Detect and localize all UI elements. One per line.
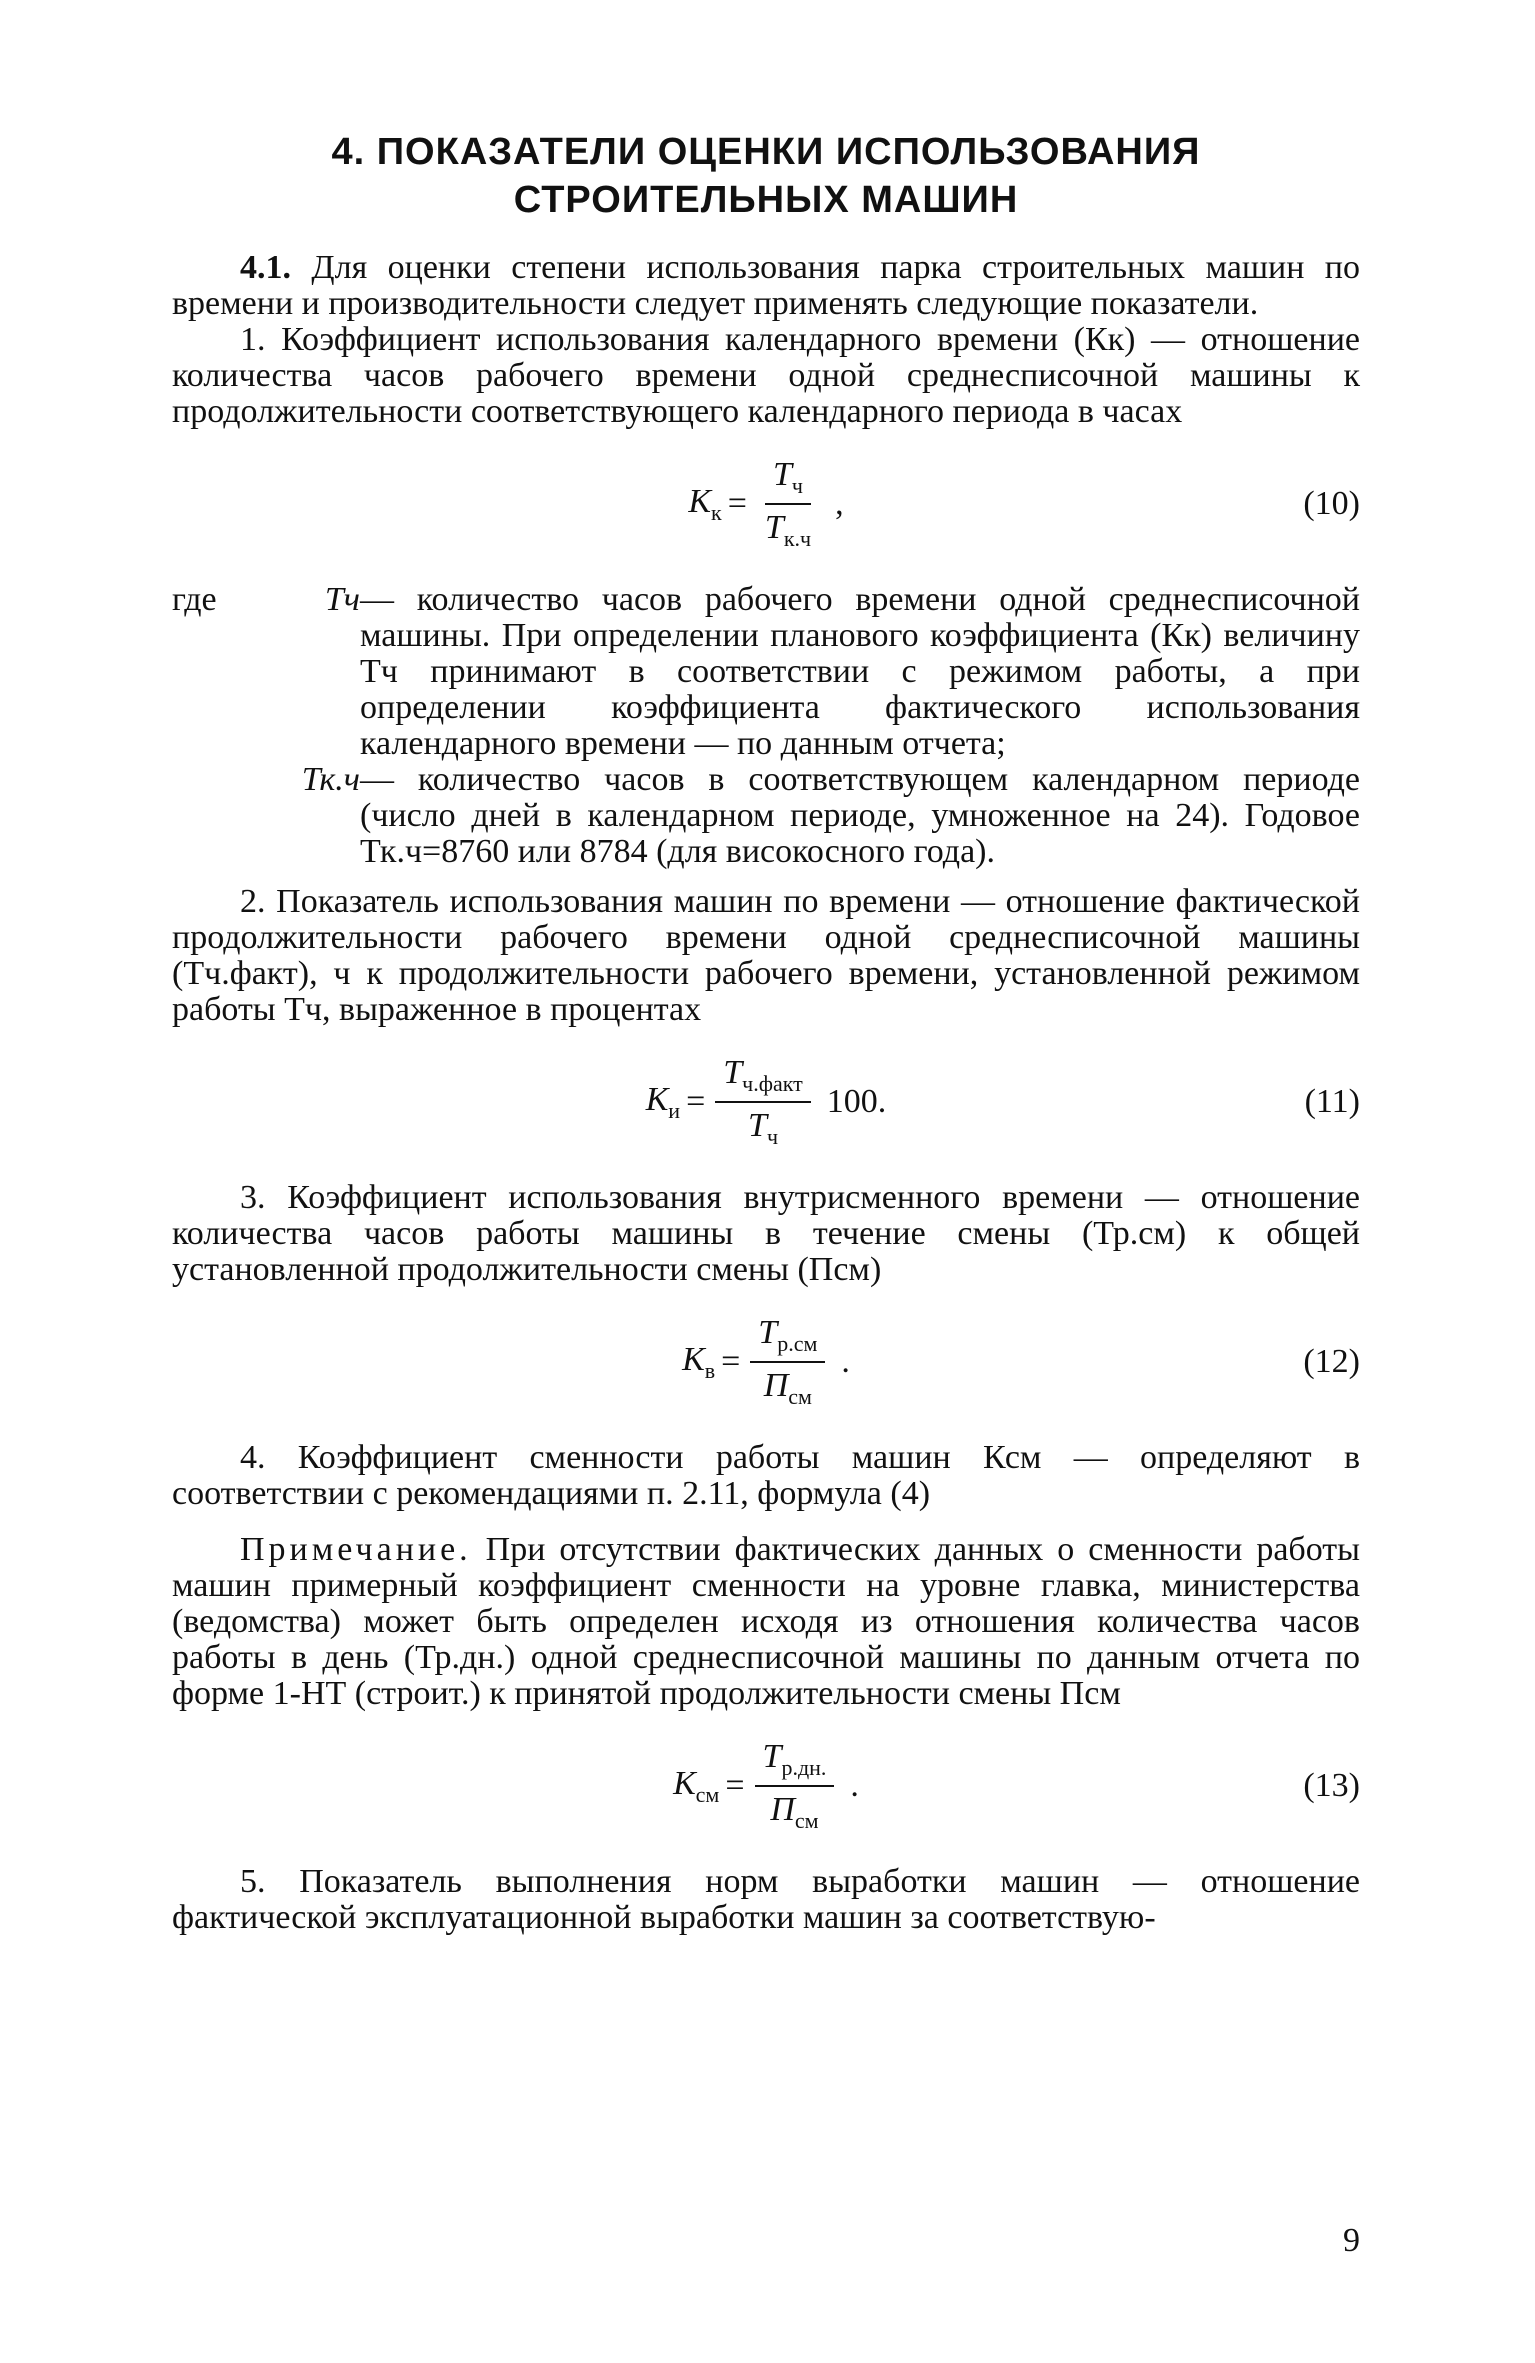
note-paragraph	[172, 1532, 1360, 1712]
fraction	[757, 456, 819, 552]
where-symbol: Тк.ч	[301, 761, 360, 798]
document-page	[172, 128, 1360, 1936]
title-line-2: СТРОИТЕЛЬНЫХ МАШИН	[513, 179, 1019, 221]
formula-expression	[172, 444, 1360, 564]
formula-lhs: $К_и$	[645, 1080, 681, 1123]
formula-lhs: $К_{см}$	[673, 1764, 720, 1807]
fraction	[750, 1314, 825, 1410]
paragraph-item-4: 4. Коэффициент сменности работы машин Ксм — определяют в соответствии с рекомендациями п. 2.11, формула (4)	[172, 1439, 1360, 1512]
formula-tail: ,	[835, 485, 844, 522]
equation-number: (13)	[1303, 1767, 1360, 1804]
note-text: При отсутствии фактических данных о сменности работы машин примерный коэффициент сменности на уровне главка, министерства (ведомства) может быть определен исходя из отношения количества часов работы в день (Тр.дн.) одной среднесписочной машины по данным отчета по форме 1-НТ (строит.) к принятой продолжительности смены Псм	[172, 1531, 1360, 1712]
equation-number: (10)	[1303, 485, 1360, 522]
paragraph-4-1	[172, 250, 1360, 322]
paragraph-item-3: 3. Коэффициент использования внутрисменного времени — отношение количества часов работы машины в течение смены (Тр.см) к общей установленной продолжительности смены (Пcм)	[172, 1179, 1360, 1288]
equals-sign: =	[686, 1083, 706, 1120]
formula-11	[172, 1042, 1360, 1162]
where-text: — количество часов в соответствующем календарном периоде (число дней в календарном периоде, умноженное на 24). Годовое Тк.ч=8760 или 8784 (для високосного года).	[360, 761, 1360, 870]
where-label: где	[172, 581, 217, 618]
paragraph-item-1: 1. Коэффициент использования календарного времени (Кк) — отношение количества часов рабочего времени одной среднесписочной машины к продолжительности соответствующего календарного периода в часах	[172, 321, 1360, 430]
formula-tail: .	[850, 1767, 859, 1804]
numerator: $Т_{р.см}$	[750, 1314, 825, 1363]
paragraph-item-2: 2. Показатель использования машин по времени — отношение фактической продолжительности рабочего времени одной среднесписочной машины (Тч.факт), ч к продолжительности рабочего времени, установленной режимом работы Тч, выраженное в процентах	[172, 883, 1360, 1028]
numerator: $Т_ч$	[765, 456, 811, 505]
paragraph-text: Для оценки степени использования парка строительных машин по времени и производительности следует применять следующие показатели.	[172, 249, 1360, 322]
numerator: $Т_{р.дн.}$	[755, 1738, 835, 1787]
where-symbol: Тч	[324, 581, 360, 618]
denominator: $П_{см}$	[770, 1791, 819, 1833]
equals-sign: =	[721, 1343, 741, 1380]
equals-sign: =	[727, 485, 747, 522]
formula-10	[172, 444, 1360, 564]
fraction	[715, 1054, 811, 1150]
where-item	[172, 582, 1360, 762]
denominator: $Т_{к.ч}$	[764, 509, 812, 551]
formula-lhs: $К_к$	[688, 482, 722, 525]
title-line-1: 4. ПОКАЗАТЕЛИ ОЦЕНКИ ИСПОЛЬЗОВАНИЯ	[331, 131, 1201, 173]
equation-number: (12)	[1303, 1343, 1360, 1380]
note-label: Примечание.	[240, 1531, 472, 1568]
numerator: $Т_{ч.факт}$	[715, 1054, 811, 1103]
formula-expression	[172, 1042, 1360, 1162]
formula-tail: 100.	[826, 1083, 887, 1120]
formula-lhs: $К_в$	[682, 1340, 716, 1383]
formula-expression	[172, 1726, 1360, 1846]
page-number: 9	[1343, 2222, 1360, 2259]
equals-sign: =	[725, 1767, 745, 1804]
fraction	[755, 1738, 835, 1834]
where-item	[172, 762, 1360, 870]
formula-expression	[172, 1302, 1360, 1422]
denominator: $П_{см}$	[763, 1367, 812, 1409]
formula-tail: .	[841, 1343, 850, 1380]
clause-number: 4.1.	[240, 249, 291, 286]
formula-12	[172, 1302, 1360, 1422]
equation-number: (11)	[1304, 1083, 1360, 1120]
section-title	[172, 128, 1360, 224]
paragraph-item-5: 5. Показатель выполнения норм выработки машин — отношение фактической эксплуатационной выработки машин за соответствую-	[172, 1863, 1360, 1936]
where-text: — количество часов рабочего времени одной среднесписочной машины. При определении планового коэффициента (Кк) величину Тч принимают в соответствии с режимом работы, а при определении коэффициента фактического использования календарного времени — по данным отчета;	[360, 581, 1360, 762]
denominator: $Т_ч$	[748, 1107, 779, 1149]
where-list	[172, 582, 1360, 870]
formula-13	[172, 1726, 1360, 1846]
